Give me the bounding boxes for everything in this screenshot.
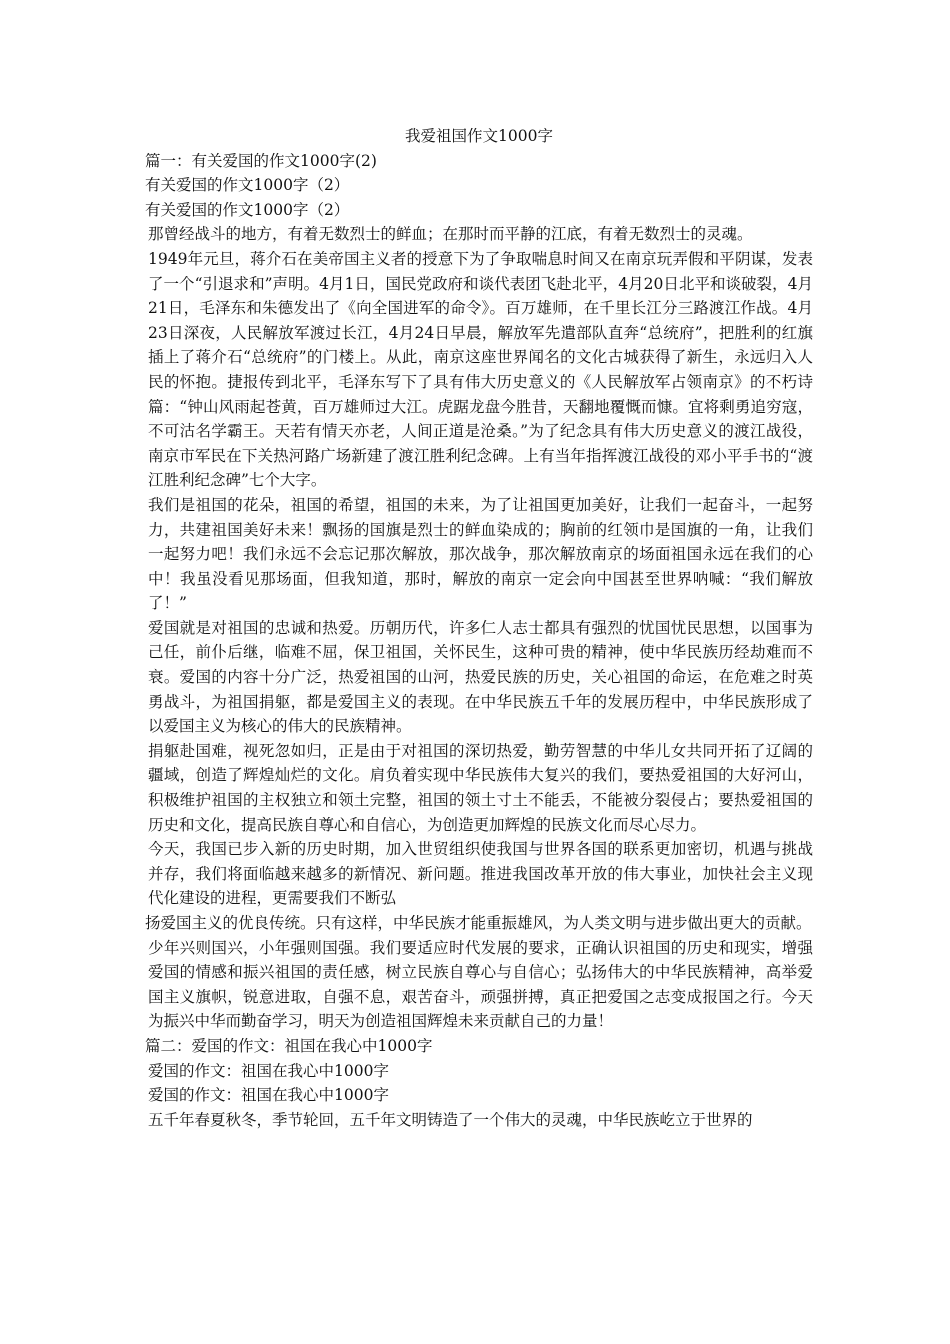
paragraph: 今天，我国已步入新的历史时期，加入世贸组织使我国与世界各国的联系更加密切，机遇与挑战并存，我们将面临越来越多的新情况、新问题。推进我国改革开放的伟大事业，加快社会主义现代化建设的进程，更需要我们不断弘 [148,840,813,908]
paragraph: 少年兴则国兴，小年强则国强。我们要适应时代发展的要求，正确认识祖国的历史和现实，增强爱国的情感和振兴祖国的责任感，树立民族自尊心与自信心；弘扬伟大的中华民族精神，高举爱国主义旗帜，锐意进取，自强不息，艰苦奋斗，顽强拼搏，真正把爱国之志变成报国之行。今天为振兴中华而勤奋学习，明天为创造祖国辉煌未来贡献自己的力量！ [148,938,813,1031]
paragraph: 1949年元旦，蒋介石在美帝国主义者的授意下为了争取喘息时间又在南京玩弄假和平阴谋，发表了一个“引退求和”声明。4月1日，国民党政府和谈代表团飞赴北平，4月20日北平和谈破裂，4月21日，毛泽东和朱德发出了《向全国进军的命令》。百万雄师，在千里长江分三路渡江作战。4月23日深夜，人民解放军渡过长江，4月24日早晨，解放军先遣部队直奔“总统府”，把胜利的红旗插上了蒋介石“总统府”的门楼上。从此，南京这座世界闻名的文化古城获得了新生，永远归入人民的怀抱。捷报传到北平，毛泽东写下了具有伟大历史意义的《人民解放军占领南京》的不朽诗篇：“钟山风雨起苍黄，百万雄师过大江。虎踞龙盘今胜昔，天翻地覆慨而慷。宜将剩勇追穷寇，不可沽名学霸王。天若有情天亦老，人间正道是沧桑。”为了纪念具有伟大历史意义的渡江战役，南京市军民在下关热河路广场新建了渡江胜利纪念碑。上有当年指挥渡江战役的邓小平手书的“渡江胜利纪念碑”七个大字。 [148,249,813,490]
paragraph: 那曾经战斗的地方，有着无数烈士的鲜血；在那时而平静的江底，有着无数烈士的灵魂。 [148,225,753,244]
paragraph: 五千年春夏秋冬，季节轮回，五千年文明铸造了一个伟大的灵魂，中华民族屹立于世界的 [148,1110,753,1129]
paragraph: 捐躯赴国难，视死忽如归，正是由于对祖国的深切热爱，勤劳智慧的中华儿女共同开拓了辽阔的疆域，创造了辉煌灿烂的文化。肩负着实现中华民族伟大复兴的我们，要热爱祖国的大好河山，积极维护祖国的主权独立和领土完整，祖国的领土寸土不能丢，不能被分裂侵占；要热爱祖国的历史和文化，提高民族自尊心和自信心，为创造更加辉煌的民族文化而尽心尽力。 [148,741,813,834]
paragraph: 扬爱国主义的优良传统。只有这样，中华民族才能重振雄风，为人类文明与进步做出更大的贡献。 [145,914,812,932]
document-page [145,124,813,1132]
document-title: 我爱祖国作文1000字 [405,127,553,145]
section-subheading-1b: 有关爱国的作文1000字（2） [145,200,350,219]
paragraph: 爱国就是对祖国的忠诚和热爱。历朝历代，许多仁人志士都具有强烈的忧国忧民思想，以国事为己任，前仆后继，临难不屈，保卫祖国，关怀民生，这种可贵的精神，使中华民族历经劫难而不衰。爱国的内容十分广泛，热爱祖国的山河，热爱民族的历史，关心祖国的命运，在危难之时英勇战斗，为祖国捐躯，都是爱国主义的表现。在中华民族五千年的发展历程中，中华民族形成了以爱国主义为核心的伟大的民族精神。 [148,618,813,736]
paragraph: 我们是祖国的花朵，祖国的希望，祖国的未来，为了让祖国更加美好，让我们一起奋斗，一起努力，共建祖国美好未来！飘扬的国旗是烈士的鲜血染成的；胸前的红领巾是国旗的一角，让我们一起努力吧！我们永远不会忘记那次解放，那次战争，那次解放南京的场面祖国永远在我们的心中！我虽没看见那场面，但我知道，那时，解放的南京一定会向中国甚至世界呐喊：“我们解放了！” [148,495,813,613]
section-heading-1: 篇一：有关爱国的作文1000字(2) [145,151,377,170]
section-subheading-2b: 爱国的作文：祖国在我心中1000字 [148,1086,389,1105]
section-heading-2: 篇二：爱国的作文：祖国在我心中1000字 [145,1036,433,1055]
section-subheading-1a: 有关爱国的作文1000字（2） [145,176,350,195]
section-subheading-2a: 爱国的作文：祖国在我心中1000字 [148,1061,389,1080]
